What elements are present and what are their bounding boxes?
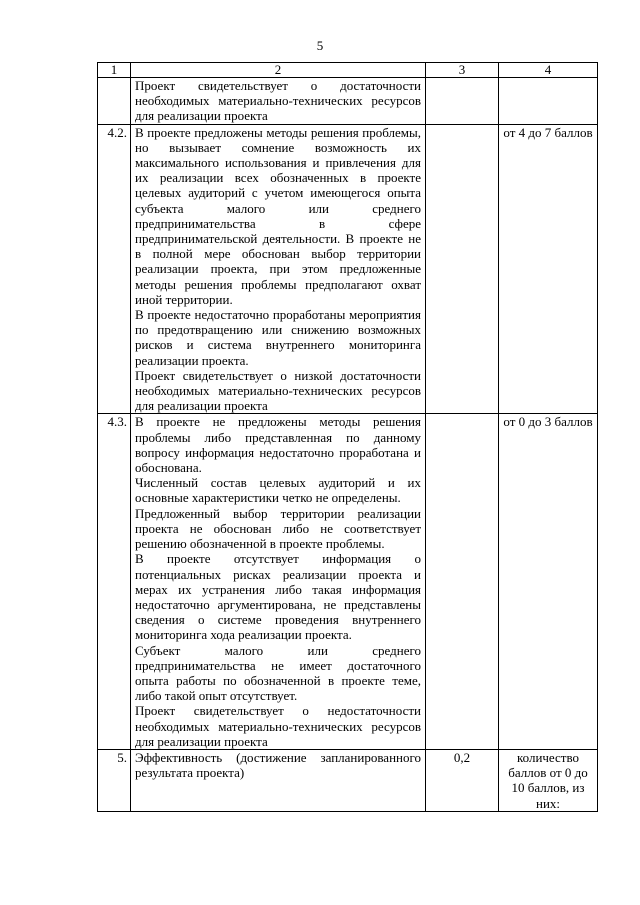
table-row	[98, 749, 598, 811]
row-number: 4.2.	[98, 124, 131, 414]
description-paragraph: В проекте отсутствует информация о потенциальных рисках реализации проекта и мерах их устранения либо такая информация недостаточно аргументирована, не представлены сведения о системе проведения внутреннего мониторинга хода реализации проекта.	[135, 551, 421, 643]
description-paragraph: Проект свидетельствует о достаточности необходимых материально-технических ресурсов для реализации проекта	[135, 78, 421, 124]
row-description	[131, 749, 426, 811]
column-header: 4	[499, 63, 598, 78]
row-score	[499, 78, 598, 125]
column-header: 2	[131, 63, 426, 78]
description-paragraph: Предложенный выбор территории реализации проекта не обоснован либо не соответствует решению обозначенной в проекте проблемы.	[135, 505, 421, 552]
row-description	[131, 124, 426, 414]
description-paragraph: Проект свидетельствует о низкой достаточности необходимых материально-технических ресурсов для реализации проекта	[135, 367, 421, 414]
description-paragraph: В проекте предложены методы решения проблемы, но вызывает сомнение возможность их максимального использования и привлечения для их реализации всех обозначенных в проекте целевых аудиторий с учетом имеющегося опыта субъекта малого или среднего предпринимательства в сфере предпринимательской деятельности. В проекте не в полной мере обоснован выбор территории реализации проекта, при этом предложенные методы решения проблемы предполагают охват иной территории.	[135, 124, 421, 307]
row-weight: 0,2	[426, 749, 499, 811]
row-description	[131, 414, 426, 749]
description-paragraph: Субъект малого или среднего предпринимательства не имеет достаточного опыта работы по обозначенной в проекте теме, либо такой опыт отсутствует.	[135, 642, 421, 704]
table-row	[98, 78, 598, 125]
row-number: 4.3.	[98, 414, 131, 749]
table-row	[98, 414, 598, 749]
description-paragraph: Эффективность (достижение запланированного результата проекта)	[135, 749, 421, 781]
row-weight	[426, 124, 499, 414]
description-paragraph: В проекте недостаточно проработаны мероприятия по предотвращению или снижению возможных рисков и система внутреннего мониторинга реализации проекта.	[135, 307, 421, 368]
column-header: 1	[98, 63, 131, 78]
description-paragraph: Проект свидетельствует о недостаточности необходимых материально-технических ресурсов для реализации проекта	[135, 703, 421, 749]
row-score: от 4 до 7 баллов	[499, 124, 598, 414]
page-number: 5	[316, 38, 324, 53]
table-header-row	[98, 63, 598, 78]
description-paragraph: Численный состав целевых аудиторий и их основные характеристики четко не определены.	[135, 475, 421, 506]
row-weight	[426, 414, 499, 749]
row-number: 5.	[98, 749, 131, 811]
criteria-table	[97, 62, 598, 812]
table-row	[98, 124, 598, 414]
row-score: от 0 до 3 баллов	[499, 414, 598, 749]
row-description	[131, 78, 426, 125]
row-weight	[426, 78, 499, 125]
column-header: 3	[426, 63, 499, 78]
row-number	[98, 78, 131, 125]
description-paragraph: В проекте не предложены методы решения проблемы либо представленная по данному вопросу информация недостаточно проработана и обоснована.	[135, 414, 421, 476]
row-score: количество баллов от 0 до 10 баллов, из них:	[499, 749, 598, 811]
